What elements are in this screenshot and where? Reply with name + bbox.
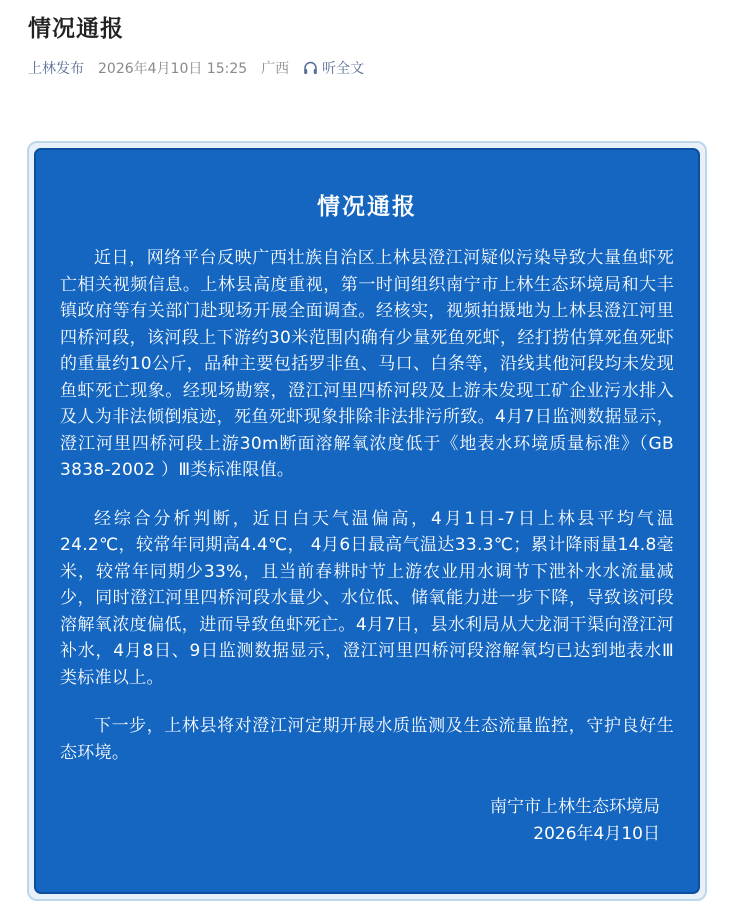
signature-date: 2026年4月10日 — [533, 824, 660, 844]
notice-title: 情况通报 — [317, 194, 417, 220]
article-title: 情况通报 — [28, 16, 124, 42]
notice-card — [34, 148, 700, 894]
publish-date: 2026年4月10日 15:25 — [98, 61, 248, 77]
signature-org: 南宁市上林生态环境局 — [490, 797, 660, 817]
notice-signature — [60, 794, 674, 848]
headphones-icon — [303, 61, 318, 75]
publish-region: 广西 — [261, 61, 290, 77]
listen-label: 听全文 — [322, 61, 365, 77]
article-meta — [28, 58, 364, 78]
notice-paragraph: 近日，网络平台反映广西壮族自治区上林县澄江河疑似污染导致大量鱼虾死亡相关视频信息。上林县高度重视，第一时间组织南宁市上林生态环境局和大丰镇政府等有关部门赴现场开展全面调查。经核实，视频拍摄地为上林县澄江河里四桥河段，该河段上下游约30米范围内确有少量死鱼死虾，经打捞估算死鱼死虾的重量约10公斤，品种主要包括罗非鱼、马口、白条等，沿线其他河段均未发现鱼虾死亡现象。经现场勘察，澄江河里四桥河段及上游未发现工矿企业污水排入及人为非法倾倒痕迹，死鱼死虾现象排除非法排污所致。4月7日监测数据显示，澄江河里四桥河段上游30m断面溶解氧浓度低于《地表水环境质量标准》（GB 3838-2002 ）Ⅲ类标准限值。 — [60, 248, 674, 480]
notice-paragraph: 下一步，上林县将对澄江河定期开展水质监测及生态流量监控，守护良好生态环境。 — [60, 716, 674, 763]
notice-paragraph: 经综合分析判断，近日白天气温偏高，4月1日-7日上林县平均气温24.2℃，较常年同期高4.4℃， 4月6日最高气温达33.3℃；累计降雨量14.8毫米，较常年同期少33%，且当前春耕时节上游农业用水调节下泄补水水流量减少，同时澄江河里四桥河段水量少、水位低、储氧能力进一步下降，导致该河段溶解氧浓度偏低，进而导致鱼虾死亡。4月7日，县水利局从大龙洞干渠向澄江河补水，4月8日、9日监测数据显示，澄江河里四桥河段溶解氧均已达到地表水Ⅲ类标准以上。 — [60, 508, 674, 688]
listen-full-text-button[interactable] — [303, 58, 364, 78]
notice-image-frame — [27, 141, 707, 901]
account-name-link[interactable]: 上林发布 — [28, 61, 84, 77]
